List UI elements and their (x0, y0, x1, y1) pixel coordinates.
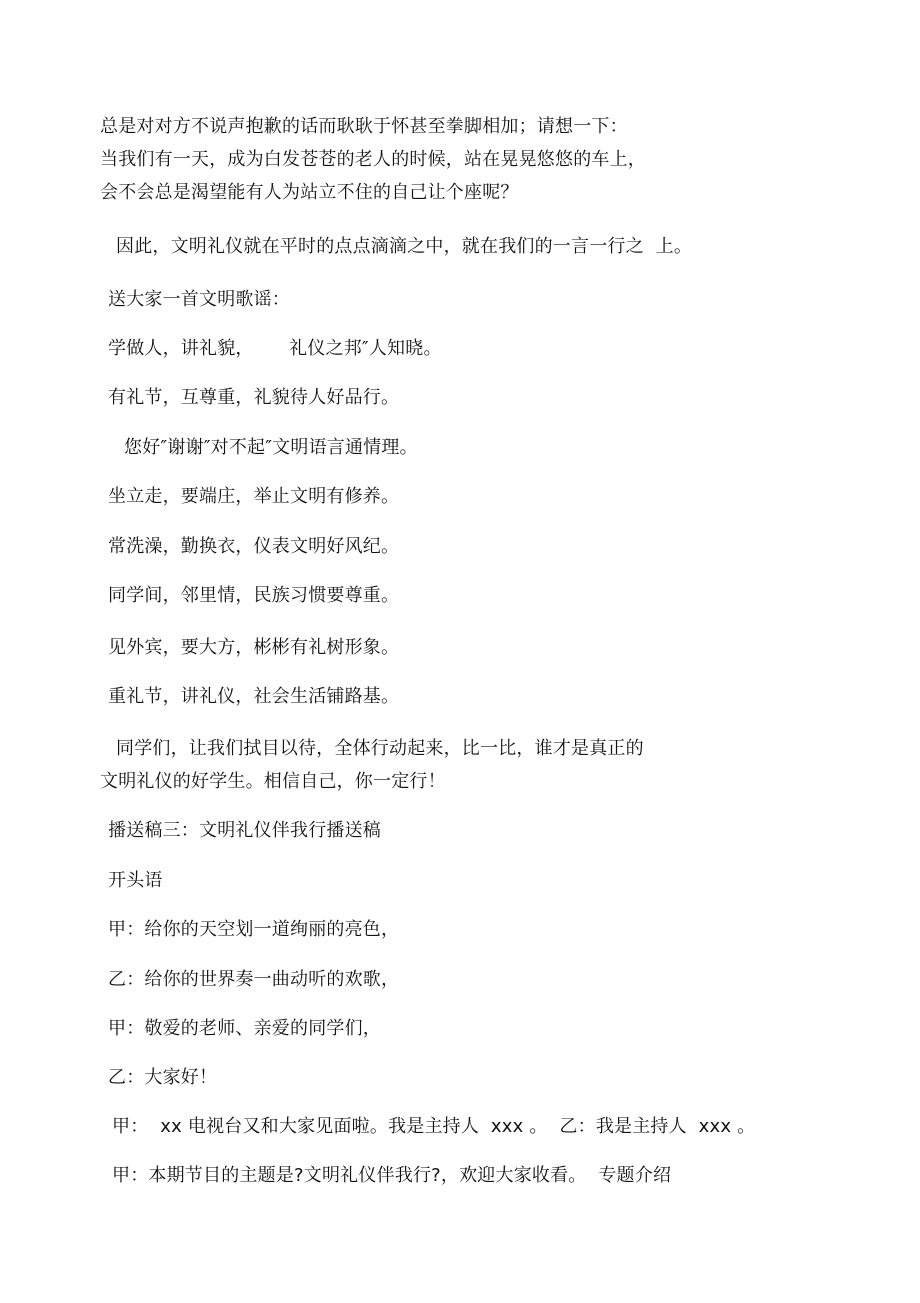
text-line: 有礼节，互尊重，礼貌待人好品行。 (108, 387, 400, 408)
text-line: 同学间，邻里情，民族习惯要尊重。 (108, 585, 400, 606)
text-line: 总是对对方不说声抱歉的话而耿耿于怀甚至拳脚相加；请想一下： (100, 116, 628, 137)
text-line: 因此，文明礼仪就在平时的点点滴滴之中，就在我们的一言一行之 上。 (116, 236, 693, 257)
text-line: 您好″谢谢″对不起″文明语言通情理。 (124, 437, 418, 458)
text-line: 重礼节，讲礼仪，社会生活铺路基。 (108, 686, 400, 707)
text-line: 乙：给你的世界奏一曲动听的欢歌， (108, 969, 400, 990)
text-line: 甲：本期节目的主题是?文明礼仪伴我行?，欢迎大家收看。 专题介绍 (112, 1165, 672, 1186)
text-line: 文明礼仪的好学生。相信自己，你一定行！ (100, 771, 446, 792)
text-line: 坐立走，要端庄，举止文明有修养。 (108, 486, 400, 507)
text-line: 会不会总是渴望能有人为站立不住的自己让个座呢？ (100, 182, 519, 203)
text-line: 乙：大家好！ (108, 1067, 218, 1088)
text-line: 甲： xx 电视台又和大家见面啦。我是主持人 xxx 。 乙：我是主持人 xxx 。 (112, 1116, 756, 1137)
text-line: 播送稿三：文明礼仪伴我行播送稿 (108, 820, 381, 841)
text-line: 同学们，让我们拭目以待，全体行动起来，比一比，谁才是真正的 (116, 738, 644, 759)
text-line: 甲：给你的天空划一道绚丽的亮色， (108, 919, 400, 940)
text-line: 当我们有一天，成为白发苍苍的老人的时候，站在晃晃悠悠的车上， (100, 149, 646, 170)
text-line: 见外宾，要大方，彬彬有礼树形象。 (108, 637, 400, 658)
text-line: 甲：敬爱的老师、亲爱的同学们， (108, 1018, 381, 1039)
text-line: 学做人，讲礼貌， 礼仪之邦″人知晓。 (108, 338, 442, 359)
text-line: 开头语 (108, 870, 163, 891)
text-line: 常洗澡，勤换衣，仪表文明好风纪。 (108, 536, 400, 557)
text-line: 送大家一首文明歌谣： (108, 289, 290, 310)
